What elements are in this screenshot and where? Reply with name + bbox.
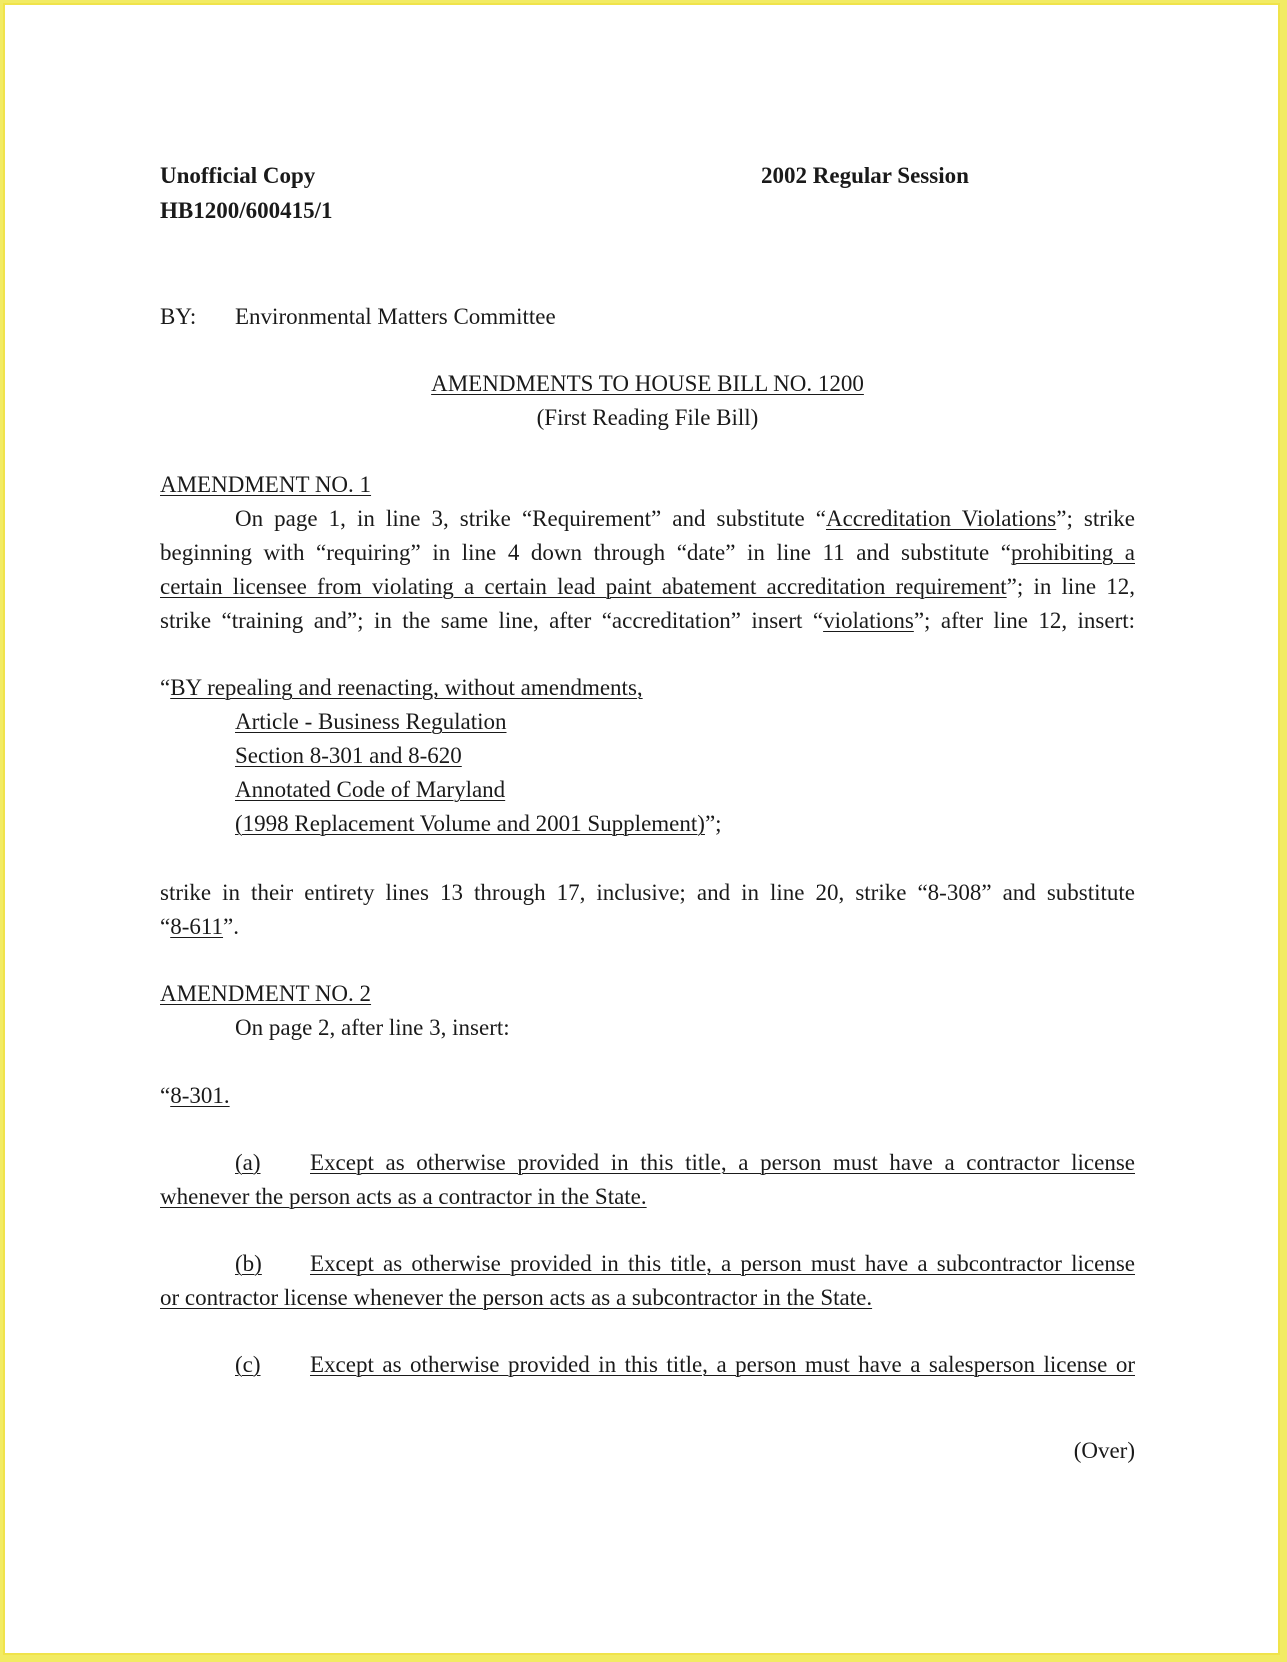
inserted-text: (1998 Replacement Volume and 2001 Supplement) <box>235 811 705 836</box>
page-frame <box>3 3 1280 1655</box>
session-label: 2002 Regular Session <box>761 163 969 188</box>
amendment-1-line-2 <box>160 535 1135 570</box>
document-title <box>160 366 1135 401</box>
title-main: AMENDMENTS TO HOUSE BILL NO. 1200 <box>431 371 864 396</box>
inserted-text: Section 8-301 and 8-620 <box>235 743 462 768</box>
section-line <box>160 738 1135 773</box>
inserted-text: Except as otherwise provided in this title, a person must have a contractor license <box>310 1150 1135 1175</box>
amendment-1-heading-text: AMENDMENT NO. 1 <box>160 472 372 497</box>
open-quote: “ <box>160 1083 171 1108</box>
document-subtitle: (First Reading File Bill) <box>536 405 759 430</box>
volume-line <box>160 806 1135 841</box>
amendment-1-line-4 <box>160 603 1135 638</box>
inserted-text: Except as otherwise provided in this title, a person must have a subcontractor license <box>310 1251 1135 1276</box>
inserted-text: Except as otherwise provided in this title, a person must have a salesperson license or <box>310 1352 1135 1377</box>
text-run: On page 1, in line 3, strike “Requirement” and substitute “ <box>235 506 826 531</box>
strike-line-1: strike in their entirety lines 13 through 17, inclusive; and in line 20, strike “8-308” and substitute <box>160 880 1135 905</box>
subsection-label: (b) <box>235 1251 262 1276</box>
inserted-text: BY repealing and reenacting, without amendments, <box>170 675 643 700</box>
inserted-text: Article - Business Regulation <box>235 709 507 734</box>
text-run: On page 2, after line 3, insert: <box>235 1015 510 1040</box>
subsection-a-line-1 <box>160 1145 1135 1180</box>
article-line <box>160 704 1135 739</box>
open-quote: “ <box>160 914 171 939</box>
text-run: ”; in line 12, <box>1006 574 1135 599</box>
inserted-text: or contractor license whenever the person acts as a subcontractor in the State. <box>160 1285 873 1310</box>
by-label: BY: <box>160 304 197 329</box>
inserted-text: certain licensee from violating a certain lead paint abatement accreditation requirement <box>160 574 1007 599</box>
inserted-text: violations <box>823 608 914 633</box>
text-run: ”; strike <box>1056 506 1135 531</box>
amendment-1-heading <box>160 467 1135 502</box>
inserted-text: 8-611 <box>170 914 224 939</box>
amendment-2-heading <box>160 976 1135 1011</box>
amendment-1-line-1 <box>160 501 1135 536</box>
bill-id: HB1200/600415/1 <box>160 198 333 223</box>
text-run: strike “training and”; in the same line, after “accreditation” insert “ <box>160 608 824 633</box>
amendment-2-heading-text: AMENDMENT NO. 2 <box>160 981 372 1006</box>
strike-line-2 <box>160 909 1135 944</box>
subsection-a-line-2 <box>160 1179 1135 1214</box>
by-repealing-line <box>160 670 1135 705</box>
document-page <box>5 5 1278 1653</box>
section-number <box>160 1078 1135 1113</box>
code-line <box>160 772 1135 807</box>
close-quote: ”; <box>704 811 722 836</box>
inserted-text: Annotated Code of Maryland <box>235 777 506 802</box>
inserted-text: whenever the person acts as a contractor in the State. <box>160 1184 647 1209</box>
over-label: (Over) <box>1073 1438 1135 1463</box>
subsection-b-line-1 <box>160 1246 1135 1281</box>
open-quote: “ <box>160 675 171 700</box>
inserted-text: 8-301. <box>170 1083 230 1108</box>
subsection-label: (c) <box>235 1352 261 1377</box>
subsection-b-line-2 <box>160 1280 1135 1315</box>
inserted-text: Accreditation Violations <box>825 506 1057 531</box>
text-run: beginning with “requiring” in line 4 down through “date” in line 11 and substitute “ <box>160 540 1011 565</box>
amendment-2-intro <box>160 1010 1135 1045</box>
subsection-c-line-1 <box>160 1347 1135 1382</box>
text-run: ”; after line 12, insert: <box>913 608 1136 633</box>
amendment-1-line-3 <box>160 569 1135 604</box>
unofficial-copy-label: Unofficial Copy <box>160 163 316 188</box>
by-line <box>160 299 1135 334</box>
subsection-label: (a) <box>235 1150 261 1175</box>
header-row-1 <box>160 158 1135 193</box>
committee-name: Environmental Matters Committee <box>235 304 556 329</box>
inserted-text: prohibiting a <box>1010 540 1135 565</box>
close-quote: ”. <box>223 914 239 939</box>
